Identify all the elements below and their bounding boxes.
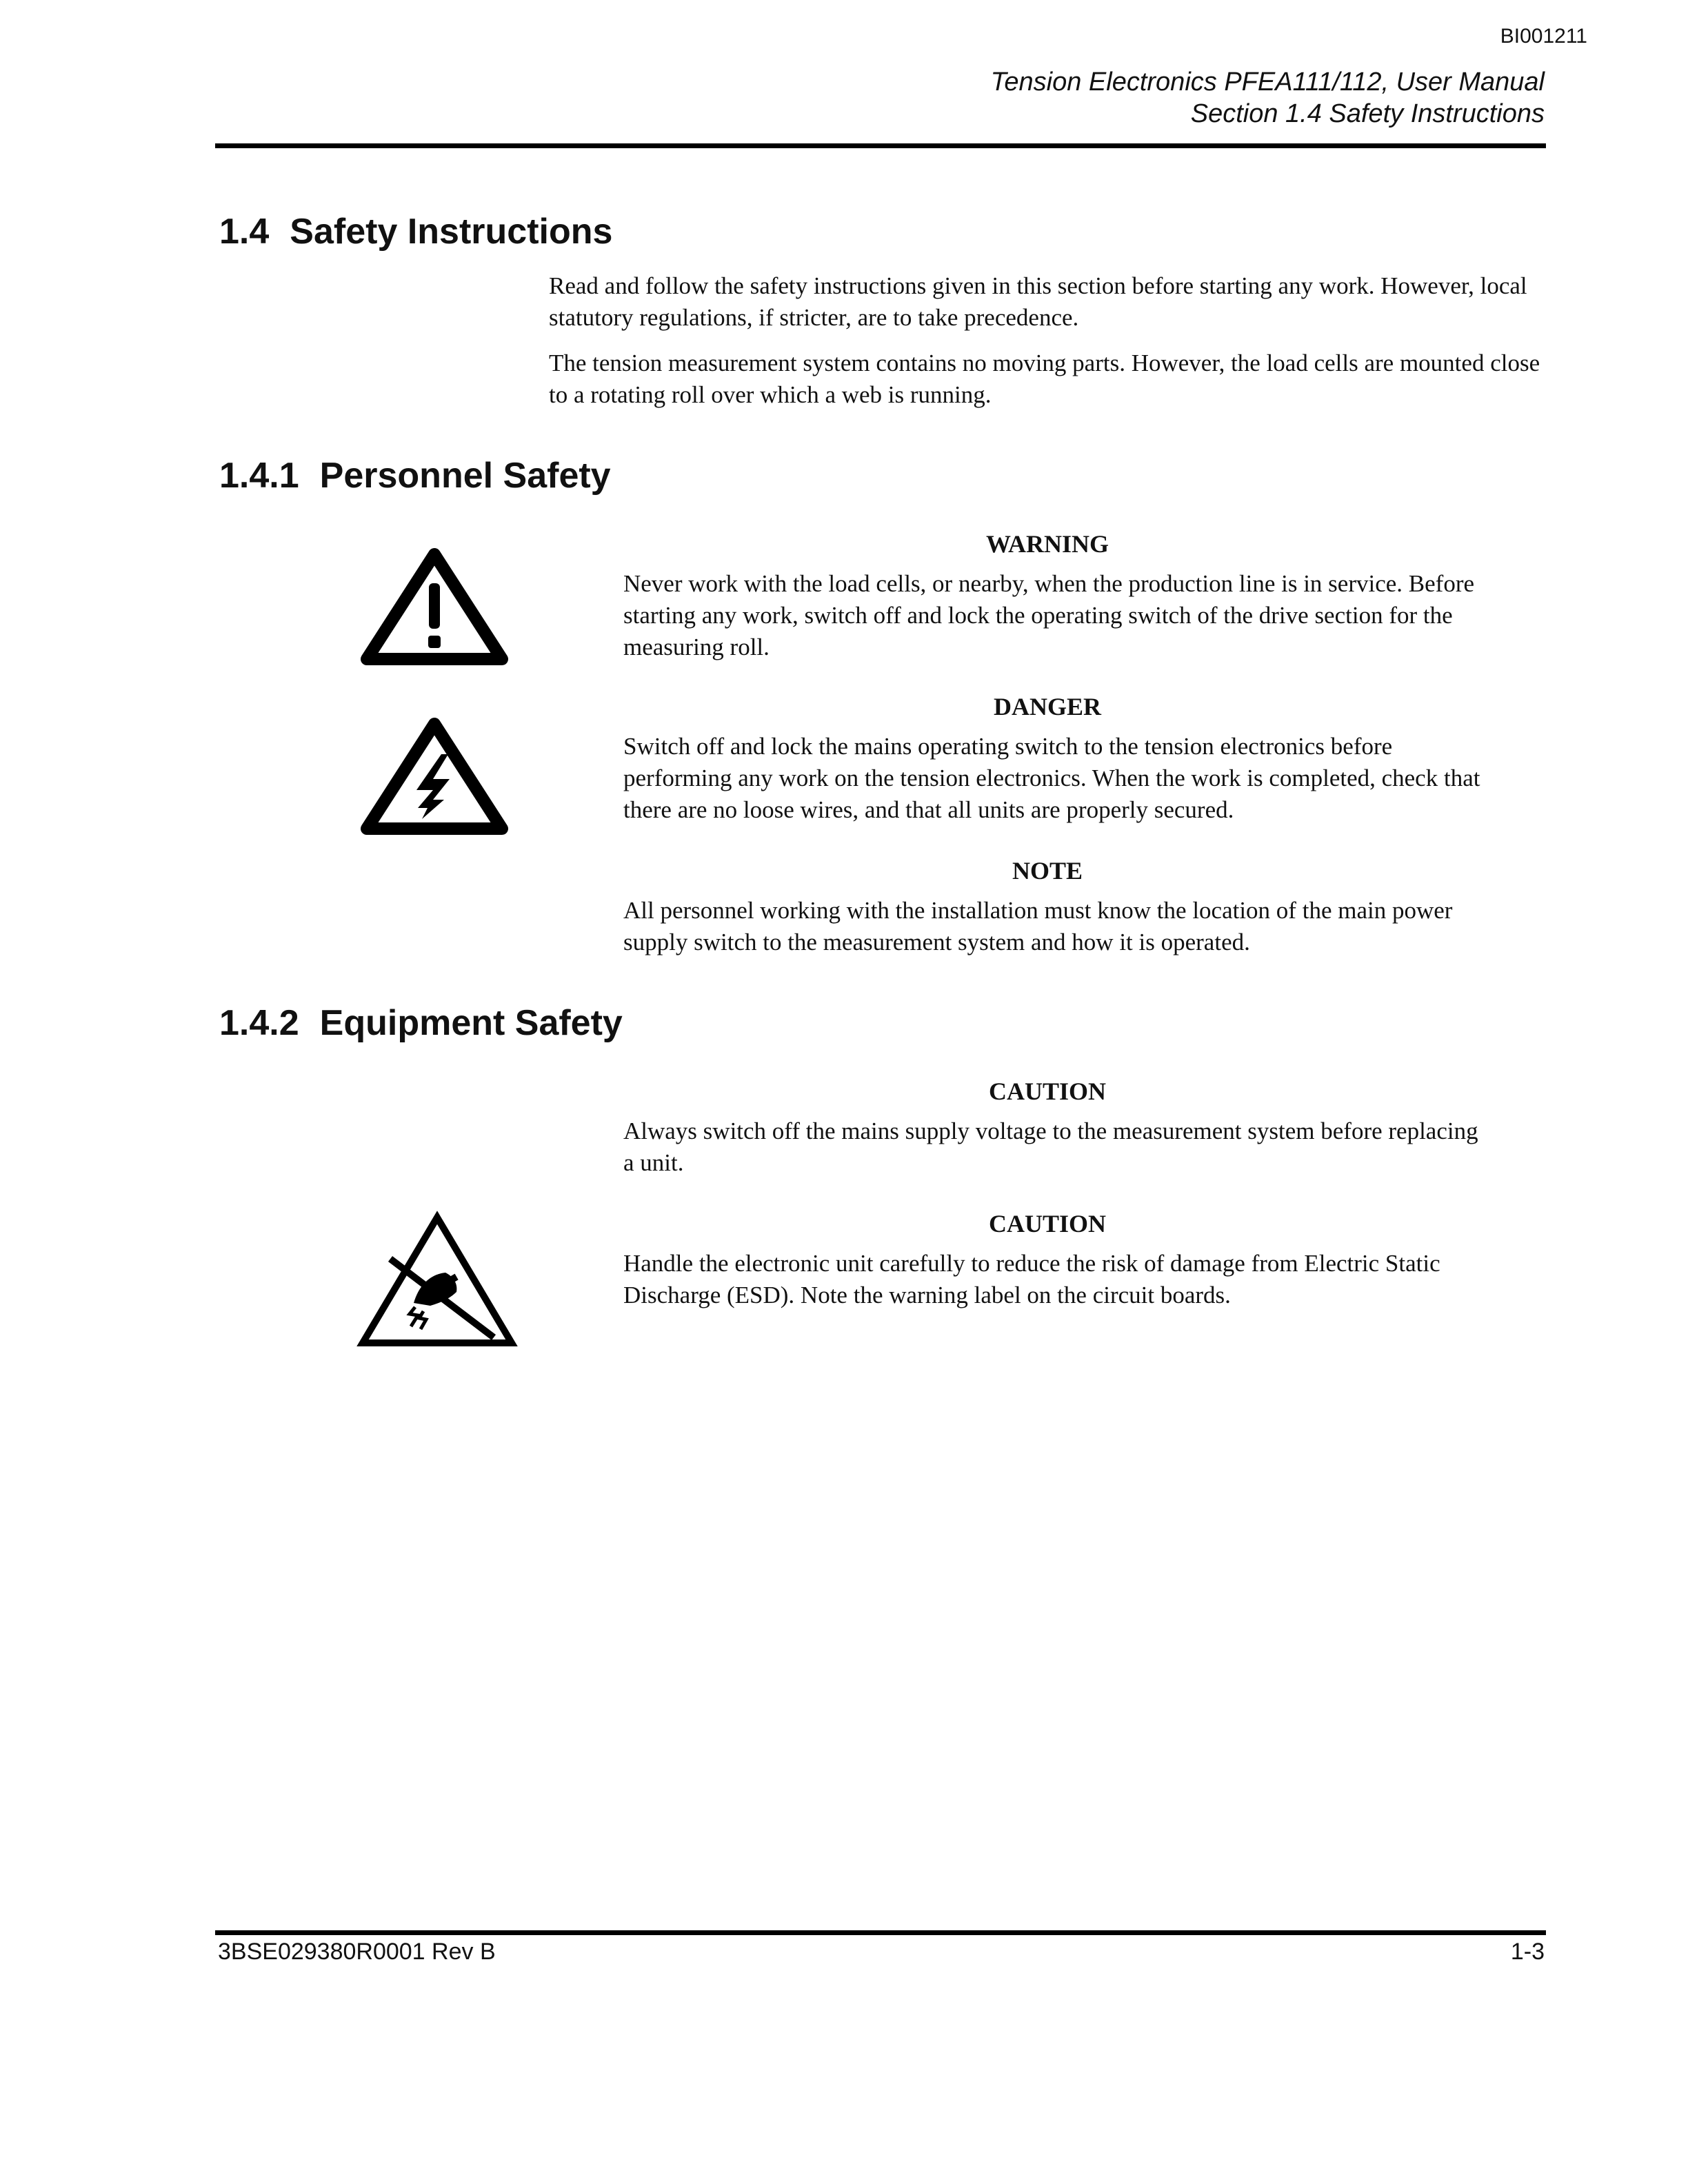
notice-text-caution-1: Always switch off the mains supply voltage to the measurement system before replacing a unit. (623, 1118, 1478, 1176)
header-manual-title: Tension Electronics PFEA111/112, User Manual (990, 68, 1545, 97)
section-number: 1.4 (219, 212, 270, 252)
footer-page-number: 1-3 (1510, 1939, 1545, 1965)
section-title: Safety Instructions (290, 212, 613, 252)
subsection-title: Personnel Safety (319, 456, 611, 496)
notice-text-caution-2: Handle the electronic unit carefully to reduce the risk of damage from Electric Static Discharge (ESD). Note the warning label on the circuit boards. (623, 1250, 1440, 1308)
footer-doc-number: 3BSE029380R0001 Rev B (218, 1939, 496, 1965)
running-header (991, 66, 1545, 130)
notice-title-danger: DANGER (993, 693, 1101, 720)
intro-paragraph-1: Read and follow the safety instructions given in this section before starting any work. However, local statutory regulations, if stricter, are to take precedence. (549, 272, 1527, 331)
subsection-number: 1.4.2 (219, 1003, 299, 1043)
esd-warning-icon (356, 1211, 519, 1348)
notice-title-warning: WARNING (985, 530, 1109, 558)
warning-triangle-icon (359, 545, 510, 669)
header-rule (215, 143, 1546, 148)
notice-text-warning: Never work with the load cells, or nearby, when the production line is in service. Before starting any work, switch off and lock the operating switch of the drive section for the measuring roll. (623, 570, 1475, 660)
notice-title-caution-1: CAUTION (988, 1078, 1106, 1105)
footer-rule (215, 1930, 1546, 1935)
subsection-title: Equipment Safety (319, 1003, 623, 1043)
document-id: BI001211 (1500, 25, 1587, 48)
notice-text-note: All personnel working with the installation must know the location of the main power supply switch to the measurement system and how it is operated. (623, 897, 1453, 956)
notice-title-note: NOTE (1012, 857, 1083, 884)
header-section-title: Section 1.4 Safety Instructions (1190, 99, 1545, 128)
notice-text-danger: Switch off and lock the mains operating switch to the tension electronics before performing any work on the tension electronics. When the work is completed, check that there are no loose wires, and that all units are properly secured. (623, 733, 1480, 823)
notice-title-caution-2: CAUTION (988, 1210, 1106, 1237)
electric-hazard-icon (359, 714, 510, 838)
subsection-heading-equipment (219, 1002, 623, 1044)
section-heading (219, 211, 612, 252)
subsection-number: 1.4.1 (219, 456, 299, 496)
subsection-heading-personnel (219, 455, 611, 496)
intro-paragraph-2: The tension measurement system contains no moving parts. However, the load cells are mounted close to a rotating roll over which a web is running. (549, 350, 1540, 408)
